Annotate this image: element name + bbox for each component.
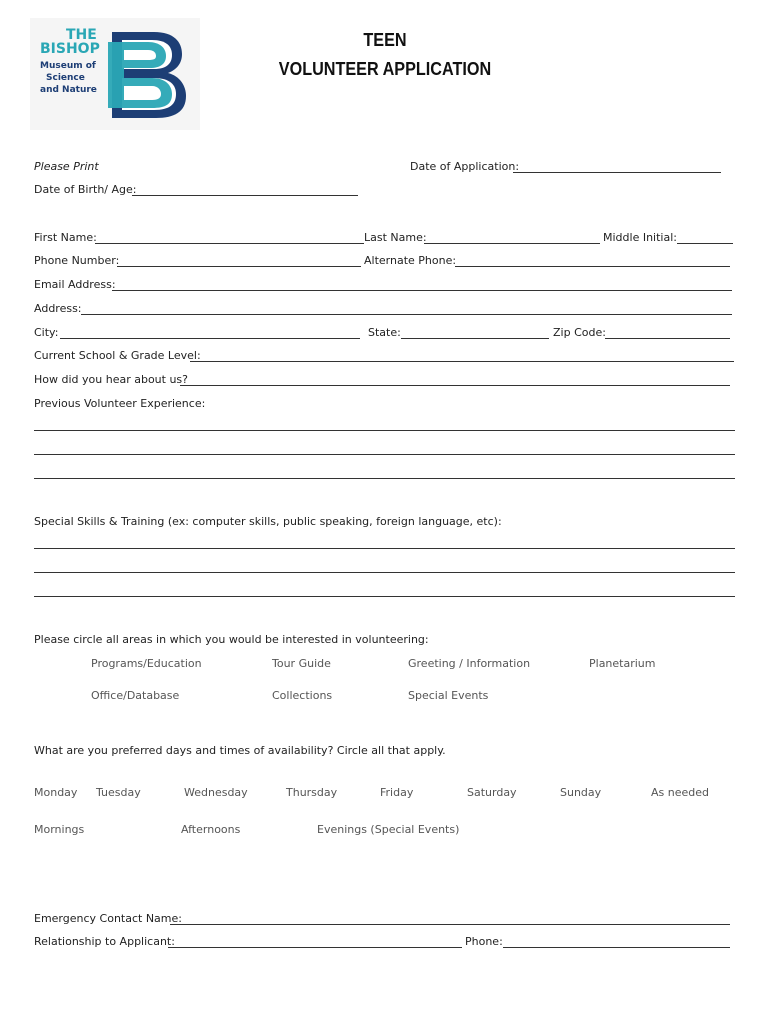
- area-option-programs[interactable]: Programs/Education: [91, 657, 202, 670]
- day-tuesday[interactable]: Tuesday: [96, 786, 141, 799]
- relationship-field[interactable]: [168, 947, 462, 948]
- logo-line-2: BISHOP: [40, 41, 100, 57]
- state-label: State:: [368, 326, 401, 339]
- school-grade-field[interactable]: [190, 361, 734, 362]
- time-afternoons[interactable]: Afternoons: [181, 823, 241, 836]
- emergency-phone-label: Phone:: [465, 935, 503, 948]
- date-of-birth-label: Date of Birth/ Age:: [34, 183, 137, 196]
- day-friday[interactable]: Friday: [380, 786, 414, 799]
- address-label: Address:: [34, 302, 82, 315]
- emergency-contact-label: Emergency Contact Name:: [34, 912, 182, 925]
- area-option-planetarium[interactable]: Planetarium: [589, 657, 656, 670]
- phone-number-field[interactable]: [117, 266, 361, 267]
- logo-line-4: Science: [46, 73, 85, 83]
- phone-number-label: Phone Number:: [34, 254, 120, 267]
- alternate-phone-label: Alternate Phone:: [364, 254, 457, 267]
- title-line-1: TEEN: [363, 30, 407, 50]
- day-sunday[interactable]: Sunday: [560, 786, 602, 799]
- zip-code-label: Zip Code:: [553, 326, 606, 339]
- area-option-greeting[interactable]: Greeting / Information: [408, 657, 531, 670]
- day-monday[interactable]: Monday: [34, 786, 78, 799]
- special-skills-line-3[interactable]: [34, 596, 735, 597]
- previous-experience-label: Previous Volunteer Experience:: [34, 397, 206, 410]
- special-skills-line-1[interactable]: [34, 548, 735, 549]
- area-option-special-events[interactable]: Special Events: [408, 689, 489, 702]
- city-label: City:: [34, 326, 59, 339]
- special-skills-line-2[interactable]: [34, 572, 735, 573]
- first-name-label: First Name:: [34, 231, 97, 244]
- emergency-contact-field[interactable]: [170, 924, 730, 925]
- email-address-field[interactable]: [112, 290, 732, 291]
- availability-prompt: What are you preferred days and times of availability? Circle all that apply.: [34, 744, 446, 757]
- first-name-field[interactable]: [95, 243, 364, 244]
- last-name-field[interactable]: [424, 243, 600, 244]
- date-of-application-field[interactable]: [513, 172, 721, 173]
- previous-experience-line-3[interactable]: [34, 478, 735, 479]
- date-of-application-label: Date of Application:: [410, 160, 520, 173]
- hear-about-field[interactable]: [180, 385, 730, 386]
- school-grade-label: Current School & Grade Level:: [34, 349, 201, 362]
- middle-initial-label: Middle Initial:: [603, 231, 677, 244]
- area-option-collections[interactable]: Collections: [272, 689, 333, 702]
- logo-line-5: and Nature: [40, 85, 97, 95]
- time-evenings[interactable]: Evenings (Special Events): [317, 823, 460, 836]
- email-address-label: Email Address:: [34, 278, 116, 291]
- alternate-phone-field[interactable]: [455, 266, 730, 267]
- last-name-label: Last Name:: [364, 231, 427, 244]
- area-option-tour-guide[interactable]: Tour Guide: [272, 657, 331, 670]
- special-skills-label: Special Skills & Training (ex: computer skills, public speaking, foreign language, etc):: [34, 515, 502, 528]
- previous-experience-line-1[interactable]: [34, 430, 735, 431]
- day-saturday[interactable]: Saturday: [467, 786, 517, 799]
- areas-prompt: Please circle all areas in which you would be interested in volunteering:: [34, 633, 429, 646]
- logo-line-1: THE: [66, 27, 97, 43]
- logo-line-3: Museum of: [40, 61, 96, 71]
- hear-about-label: How did you hear about us?: [34, 373, 188, 386]
- state-field[interactable]: [401, 338, 549, 339]
- time-mornings[interactable]: Mornings: [34, 823, 85, 836]
- date-of-birth-field[interactable]: [132, 195, 358, 196]
- city-field[interactable]: [60, 338, 360, 339]
- previous-experience-line-2[interactable]: [34, 454, 735, 455]
- relationship-label: Relationship to Applicant:: [34, 935, 175, 948]
- emergency-phone-field[interactable]: [503, 947, 730, 948]
- day-thursday[interactable]: Thursday: [286, 786, 338, 799]
- day-as-needed[interactable]: As needed: [651, 786, 709, 799]
- area-option-office[interactable]: Office/Database: [91, 689, 180, 702]
- zip-code-field[interactable]: [605, 338, 730, 339]
- middle-initial-field[interactable]: [677, 243, 733, 244]
- day-wednesday[interactable]: Wednesday: [184, 786, 248, 799]
- address-field[interactable]: [81, 314, 732, 315]
- title-line-2: VOLUNTEER APPLICATION: [278, 59, 492, 79]
- please-print-note: Please Print: [34, 160, 99, 173]
